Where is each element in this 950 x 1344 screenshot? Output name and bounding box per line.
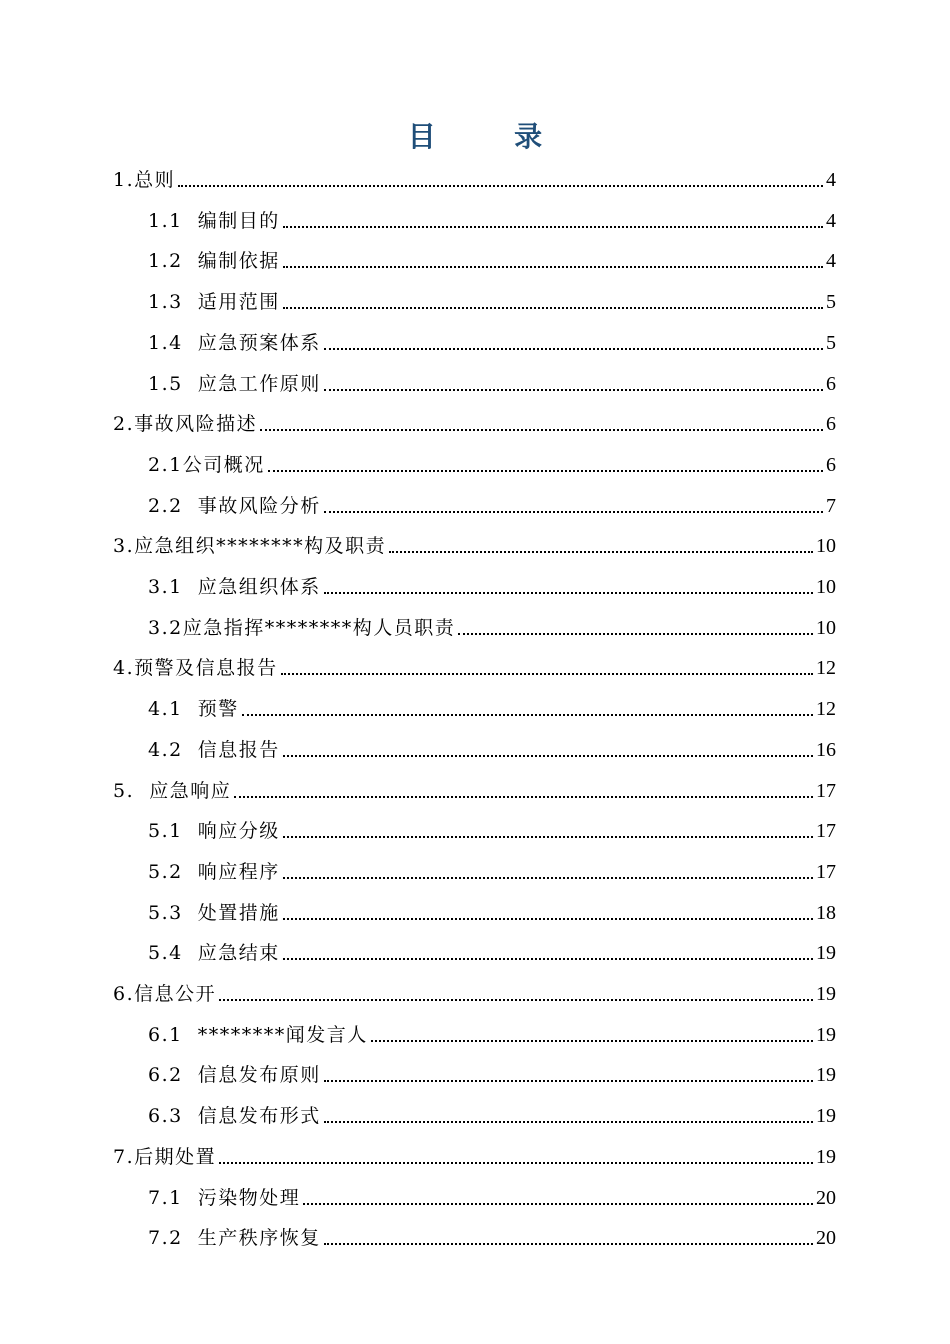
dot-leader (283, 876, 813, 879)
toc-entry[interactable] (148, 681, 836, 721)
toc-entry-page-number: 7 (826, 494, 836, 517)
toc-entry-page-number: 18 (816, 901, 836, 924)
dot-leader (324, 1120, 813, 1123)
toc-entry-page-number: 12 (816, 657, 836, 680)
toc-entry[interactable] (148, 1170, 836, 1210)
toc-entry-title: 4.2 信息报告 (148, 738, 280, 761)
dot-leader (260, 428, 823, 431)
dot-leader (219, 998, 813, 1001)
toc-entry-title: 1.5 应急工作原则 (148, 372, 321, 395)
dot-leader (242, 713, 813, 716)
dot-leader (458, 632, 813, 635)
dot-leader (283, 306, 823, 309)
toc-entry-title: 6.2 信息发布原则 (148, 1064, 321, 1087)
toc-entry-title: 4.1 预警 (148, 698, 239, 721)
toc-entry-page-number: 19 (816, 1023, 836, 1046)
toc-entry-title: 1.4 应急预案体系 (148, 331, 321, 354)
toc-entry-page-number: 17 (816, 860, 836, 883)
dot-leader (178, 184, 823, 187)
toc-entry[interactable] (148, 315, 836, 355)
toc-entry-title: 5.3 处置措施 (148, 901, 280, 924)
toc-entry-title: 1.总则 (113, 169, 176, 191)
toc-entry[interactable] (148, 559, 836, 599)
dot-leader (268, 469, 823, 472)
toc-entry[interactable] (113, 763, 836, 803)
toc-entry-page-number: 4 (826, 169, 836, 191)
dot-leader (283, 265, 823, 268)
toc-entry-title: 7.1 污染物处理 (148, 1186, 301, 1209)
toc-entry-page-number: 19 (816, 1145, 836, 1168)
toc-entry-page-number: 6 (826, 372, 836, 395)
toc-entry-page-number: 20 (816, 1186, 836, 1209)
toc-entry[interactable] (148, 1210, 836, 1250)
toc-entry[interactable] (148, 1047, 836, 1087)
toc-title: 目 录 (407, 120, 568, 153)
toc-entry-title: 7.2 生产秩序恢复 (148, 1227, 321, 1250)
toc-entry-title: 5.2 响应程序 (148, 860, 280, 883)
toc-entry-page-number: 12 (816, 698, 836, 721)
toc-entry[interactable] (148, 722, 836, 762)
toc-entry-title: 6.信息公开 (113, 983, 217, 1005)
toc-entry-page-number: 10 (816, 616, 836, 639)
toc-entry-title: 5.1 响应分级 (148, 820, 280, 843)
toc-entry-page-number: 4 (826, 209, 836, 232)
toc-entry-page-number: 19 (816, 1105, 836, 1128)
dot-leader (283, 835, 813, 838)
dot-leader (324, 1079, 813, 1082)
toc-entry-title: 3.2应急指挥********构人员职责 (148, 616, 456, 639)
toc-entry[interactable] (148, 803, 836, 843)
dot-leader (219, 1161, 813, 1164)
dot-leader (283, 225, 823, 228)
toc-entry[interactable] (148, 437, 836, 477)
toc-entry-page-number: 4 (826, 250, 836, 273)
dot-leader (389, 550, 813, 553)
toc-entry-page-number: 6 (826, 413, 836, 436)
toc-entry[interactable] (113, 1129, 836, 1169)
toc-entry[interactable] (113, 640, 836, 680)
toc-entry-page-number: 16 (816, 738, 836, 761)
dot-leader (324, 591, 813, 594)
dot-leader (324, 510, 823, 513)
toc-entry-page-number: 17 (816, 820, 836, 843)
toc-entry-title: 4.预警及信息报告 (113, 657, 278, 680)
toc-entry[interactable] (148, 925, 836, 965)
toc-entry-title: 3.1 应急组织体系 (148, 576, 321, 598)
toc-entry-title: 1.2 编制依据 (148, 250, 280, 273)
toc-entry-page-number: 19 (816, 1064, 836, 1087)
toc-entry-title: 5.4 应急结束 (148, 942, 280, 965)
dot-leader (324, 1242, 813, 1245)
toc-entry-title: 6.3 信息发布形式 (148, 1105, 321, 1128)
toc-entry-title: 1.1 编制目的 (148, 209, 280, 232)
toc-entry-page-number: 10 (816, 576, 836, 598)
toc-entry[interactable] (148, 478, 836, 518)
toc-entry[interactable] (148, 1088, 836, 1128)
toc-entry[interactable] (148, 274, 836, 314)
toc-entry[interactable] (148, 193, 836, 233)
toc-entry-page-number: 6 (826, 453, 836, 476)
toc-entry[interactable] (148, 1007, 836, 1047)
toc-entry-title: 5. 应急响应 (113, 779, 232, 802)
toc-entry-page-number: 17 (816, 779, 836, 802)
toc-entry[interactable] (113, 518, 836, 558)
dot-leader (281, 672, 813, 675)
toc-entry-title: 7.后期处置 (113, 1145, 217, 1168)
toc-entry[interactable] (148, 356, 836, 396)
toc-entry-page-number: 5 (826, 331, 836, 354)
dot-leader (324, 388, 823, 391)
toc-entry[interactable] (113, 396, 836, 436)
toc-entry[interactable] (148, 885, 836, 925)
dot-leader (283, 754, 813, 757)
toc-entry[interactable] (113, 152, 836, 192)
toc-entry-title: 3.应急组织********构及职责 (113, 535, 387, 558)
toc-entry[interactable] (148, 844, 836, 884)
toc-entry-title: 2.事故风险描述 (113, 413, 258, 436)
toc-entry[interactable] (113, 966, 836, 1006)
toc-entry-title: 2.2 事故风险分析 (148, 494, 321, 517)
dot-leader (283, 917, 813, 920)
toc-entry-page-number: 10 (816, 535, 836, 558)
toc-entry-page-number: 19 (816, 942, 836, 965)
toc-entry[interactable] (148, 600, 836, 640)
toc-entry-page-number: 20 (816, 1227, 836, 1250)
toc-entry-title: 6.1 ********闻发言人 (148, 1023, 368, 1046)
dot-leader (234, 795, 813, 798)
toc-entry[interactable] (148, 233, 836, 273)
toc-entry-page-number: 19 (816, 983, 836, 1005)
dot-leader (283, 957, 813, 960)
toc-entry-title: 2.1公司概况 (148, 453, 265, 476)
dot-leader (303, 1202, 813, 1205)
dot-leader (324, 347, 823, 350)
dot-leader (371, 1039, 813, 1042)
toc-entry-title: 1.3 适用范围 (148, 291, 280, 314)
toc-entry-page-number: 5 (826, 291, 836, 314)
